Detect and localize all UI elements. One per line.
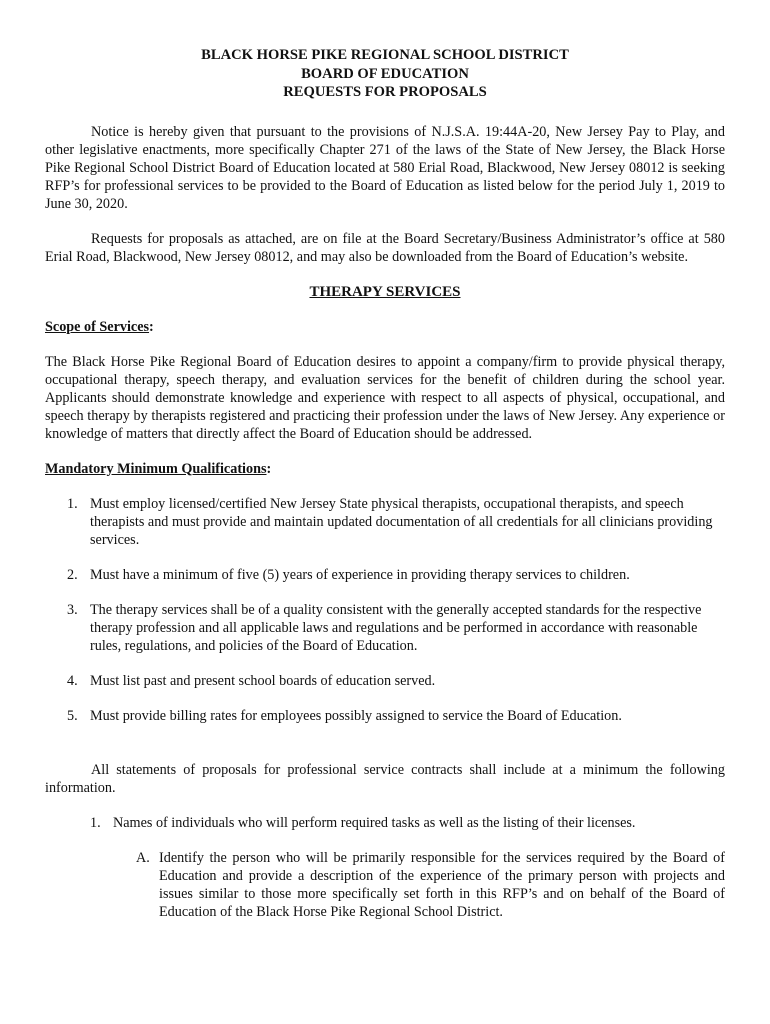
- list-item-text: Identify the person who will be primarily responsible for the services required by the Board of Education and provide a description of the experience of the primary person with projects and issues similar to those more specifically set forth in this RFP’s and on behalf of the Board of Education of the Black Horse Pike Regional School District.: [159, 849, 725, 920]
- qualifications-heading-colon: :: [266, 460, 272, 477]
- list-item-number: 2.: [67, 566, 78, 583]
- list-item: [45, 707, 725, 725]
- header-district-name: BLACK HORSE PIKE REGIONAL SCHOOL DISTRICT: [201, 47, 569, 63]
- section-title: THERAPY SERVICES: [309, 283, 461, 300]
- document-header: [45, 46, 725, 102]
- list-item-text: Must list past and present school boards of education served.: [90, 672, 436, 689]
- qualifications-heading: [45, 460, 725, 478]
- document-page: [45, 46, 725, 921]
- list-item-number: 4.: [67, 672, 78, 689]
- statements-intro: All statements of proposals for professional service contracts shall include at a minimum the following information.: [45, 761, 725, 796]
- scope-paragraph: The Black Horse Pike Regional Board of Education desires to appoint a company/firm to provide physical therapy, occupational therapy, speech therapy, and evaluation services for the benefit of children during the school year. Applicants should demonstrate knowledge and experience with respect to all aspects of physical, occupational, and speech therapy by therapists registered and practicing their profession under the laws of New Jersey. Any experience or knowledge of matters that directly affect the Board of Education should be addressed.: [45, 353, 725, 442]
- list-item: [45, 495, 725, 549]
- list-item: [45, 566, 725, 584]
- list-item-number: 1.: [67, 495, 78, 512]
- list-item-text: Must provide billing rates for employees possibly assigned to service the Board of Education.: [90, 707, 622, 724]
- scope-heading: [45, 318, 725, 336]
- statements-item-a: [45, 849, 725, 921]
- availability-paragraph: Requests for proposals as attached, are on file at the Board Secretary/Business Administrator’s office at 580 Erial Road, Blackwood, New Jersey 08012, and may also be downloaded from the Board of Education’s website.: [45, 230, 725, 265]
- list-item-number: 5.: [67, 707, 78, 724]
- scope-heading-colon: :: [149, 318, 154, 335]
- list-item-number: 3.: [67, 601, 78, 618]
- header-rfp-title: REQUESTS FOR PROPOSALS: [283, 84, 487, 100]
- notice-paragraph: Notice is hereby given that pursuant to the provisions of N.J.S.A. 19:44A-20, New Jersey Pay to Play, and other legislative enactments, more specifically Chapter 271 of the laws of the State of New Jersey, the Black Horse Pike Regional School District Board of Education located at 580 Erial Road, Blackwood, New Jersey 08012 is seeking RFP’s for professional services to be provided to the Board of Education as listed below for the period July 1, 2019 to June 30, 2020.: [45, 123, 725, 212]
- list-item-text: The therapy services shall be of a quality consistent with the generally accepted standards for the respective therapy profession and all applicable laws and regulations and be performed in accordance with reasonable rules, regulations, and policies of the Board of Education.: [90, 601, 702, 654]
- list-item-text: Names of individuals who will perform required tasks as well as the listing of their licenses.: [113, 814, 636, 831]
- list-item-letter: A.: [136, 849, 150, 866]
- list-item: [45, 601, 725, 655]
- list-item-text: Must employ licensed/certified New Jersey State physical therapists, occupational therapists, and speech therapists and must provide and maintain updated documentation of all credentials for all clinicians providing services.: [90, 495, 713, 548]
- list-item: [45, 672, 725, 690]
- scope-heading-text: Scope of Services: [45, 318, 150, 335]
- qualifications-list: [45, 495, 725, 725]
- header-board-name: BOARD OF EDUCATION: [301, 65, 469, 82]
- statements-item-1: [45, 814, 725, 832]
- list-item-text: Must have a minimum of five (5) years of experience in providing therapy services to children.: [90, 566, 630, 583]
- list-item-number: 1.: [90, 814, 101, 831]
- qualifications-heading-text: Mandatory Minimum Qualifications: [45, 460, 267, 477]
